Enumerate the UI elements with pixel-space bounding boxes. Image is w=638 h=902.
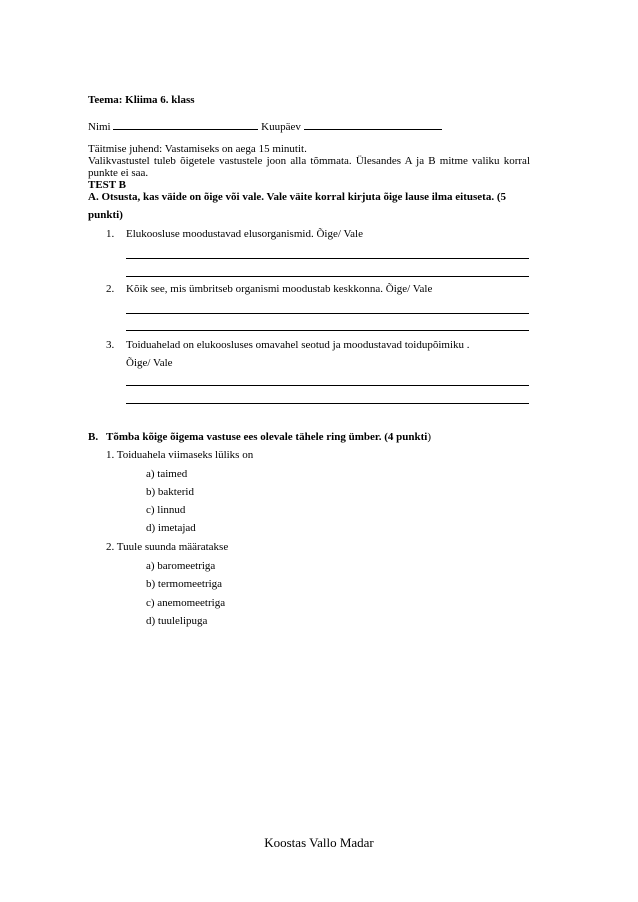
answer-line[interactable] bbox=[126, 276, 529, 277]
section-a-title-line2: punkti) bbox=[88, 209, 123, 221]
option-b1-b[interactable]: b) bakterid bbox=[146, 486, 194, 498]
section-b-letter: B. bbox=[88, 431, 99, 443]
section-b-title: Tõmba kõige õigema vastuse ees olevale tähele ring ümber. (4 punkti) bbox=[106, 431, 432, 443]
answer-line[interactable] bbox=[126, 403, 529, 404]
option-b2-c[interactable]: c) anemomeetriga bbox=[146, 597, 226, 609]
option-b1-a[interactable]: a) taimed bbox=[146, 468, 188, 480]
answer-line[interactable] bbox=[126, 330, 529, 331]
option-b1-d[interactable]: d) imetajad bbox=[146, 522, 196, 534]
question-a3-text-2: Õige/ Vale bbox=[126, 357, 173, 369]
instructions-line-1: Täitmise juhend: Vastamiseks on aega 15 minutit. bbox=[88, 143, 307, 155]
question-a2-text: Kõik see, mis ümbritseb organismi moodustab keskkonna. Õige/ Vale bbox=[126, 283, 433, 295]
answer-line[interactable] bbox=[126, 385, 529, 386]
question-b2-text: 2. Tuule suunda määratakse bbox=[106, 541, 229, 553]
name-field[interactable] bbox=[113, 119, 258, 130]
answer-line[interactable] bbox=[126, 258, 529, 259]
footer-author: Koostas Vallo Madar bbox=[264, 835, 374, 850]
question-a3-number: 3. bbox=[106, 339, 115, 351]
question-b1-text: 1. Toiduahela viimaseks lüliks on bbox=[106, 449, 254, 461]
date-label: Kuupäev bbox=[261, 121, 301, 133]
option-b2-b[interactable]: b) termomeetriga bbox=[146, 578, 223, 590]
test-label: TEST B bbox=[88, 179, 127, 191]
answer-line[interactable] bbox=[126, 313, 529, 314]
topic-heading: Teema: Kliima 6. klass bbox=[88, 94, 195, 106]
name-date-line bbox=[88, 119, 442, 134]
option-b1-c[interactable]: c) linnud bbox=[146, 504, 186, 516]
question-a3-text: Toiduahelad on elukoosluses omavahel seotud ja moodustavad toidupõimiku . bbox=[126, 339, 470, 351]
option-b2-d[interactable]: d) tuulelipuga bbox=[146, 615, 208, 627]
question-a1-number: 1. bbox=[106, 228, 115, 240]
option-b2-a[interactable]: a) baromeetriga bbox=[146, 560, 216, 572]
section-a-title-line1: A. Otsusta, kas väide on õige või vale. Vale väite korral kirjuta õige lause ilma eituseta. (5 bbox=[88, 191, 506, 203]
question-a2-number: 2. bbox=[106, 283, 115, 295]
instructions-line-2: Valikvastustel tuleb õigetele vastustele joon alla tõmmata. Ülesandes A ja B mitme valiku korral punkte ei saa. bbox=[88, 155, 530, 179]
question-a1-text: Elukoosluse moodustavad elusorganismid. Õige/ Vale bbox=[126, 228, 363, 240]
name-label: Nimi bbox=[88, 121, 111, 133]
date-field[interactable] bbox=[304, 119, 442, 130]
